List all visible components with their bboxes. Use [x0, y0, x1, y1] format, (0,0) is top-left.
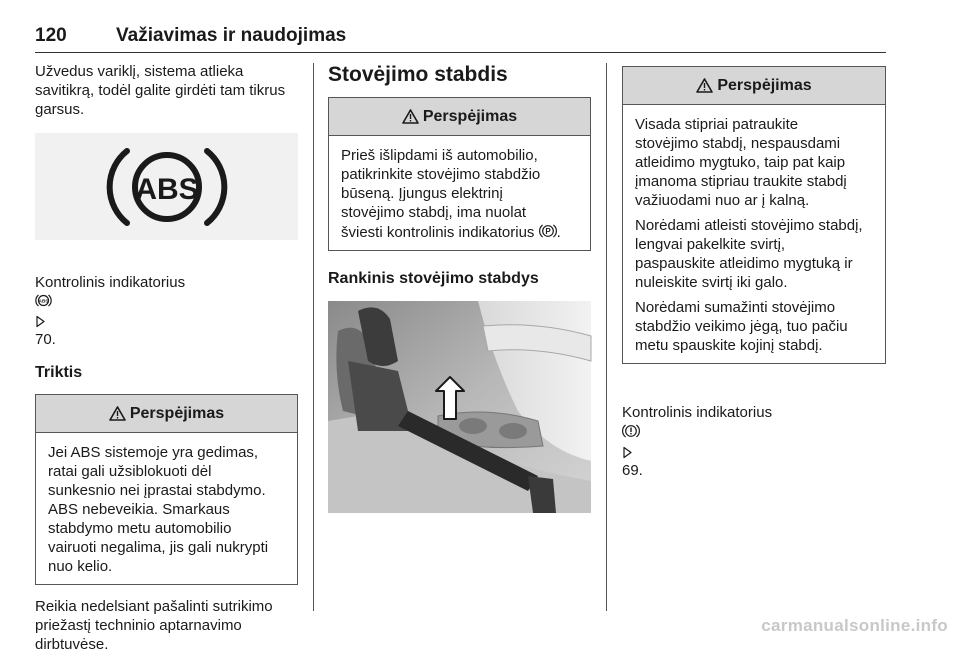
warning-body-end: . — [556, 224, 561, 241]
warning-box-handbrake-use — [622, 66, 886, 364]
warning-title: Perspėjimas — [717, 76, 812, 94]
column-left — [35, 62, 298, 654]
warning-box-parking — [328, 97, 591, 251]
indicator-label: Kontrolinis indikatorius — [622, 404, 773, 421]
warning-para-release: Norėdami atleisti stovėjimo stabdį, lengvai pakelkite svirtį, paspauskite atleidimo mygtuką ir nuleiskite svirtį iki galo. — [635, 217, 863, 291]
page-header — [35, 25, 886, 53]
column-divider — [606, 63, 607, 611]
brake-warning-icon — [622, 422, 640, 440]
svg-text:ABS: ABS — [38, 298, 49, 304]
warning-text — [341, 146, 580, 242]
warning-header — [36, 395, 297, 433]
section-heading-parking-brake: Stovėjimo stabdis — [328, 63, 508, 86]
warning-title: Perspėjimas — [129, 404, 225, 422]
repair-advice-text: Reikia nedelsiant pašalinti sutrikimo priežastį techninio aptarnavimo dirbtuvėse. — [35, 598, 273, 653]
warning-triangle-icon — [402, 109, 419, 124]
warning-triangle-icon — [696, 78, 713, 93]
column-right — [622, 66, 886, 480]
svg-text:P: P — [544, 227, 551, 236]
abs-indicator-icon — [35, 292, 52, 309]
section-heading-fault: Triktis — [35, 364, 83, 381]
warning-title: Perspėjimas — [422, 107, 518, 125]
chapter-title: Važiavimas ir naudojimas — [116, 25, 347, 46]
parking-brake-icon — [539, 222, 557, 240]
section-heading-manual-brake: Rankinis stovėjimo stabdys — [328, 270, 539, 287]
abs-self-test-text: Užvedus variklį, sistema atlieka savitikrą, todėl galite girdėti tam tikrus garsus. — [35, 63, 286, 118]
indicator-page-ref[interactable]: 70. — [35, 331, 56, 348]
column-divider — [313, 63, 314, 611]
indicator-label: Kontrolinis indikatorius — [35, 274, 186, 291]
page-reference-arrow-icon — [35, 315, 46, 328]
brake-indicator-reference — [622, 384, 886, 480]
abs-indicator-reference — [35, 254, 298, 349]
warning-text: Jei ABS sistemoje yra gedimas, ratai gali užsiblokuoti dėl sunkesnio nei įprastai stabdymo. ABS nebeveikia. Smarkaus stabdymo metu automobilio vairuoti negalima, jis gali nukrypti nuo kelio. — [48, 444, 269, 575]
warning-triangle-icon — [109, 406, 126, 421]
abs-indicator-figure — [35, 133, 298, 240]
warning-box-abs — [35, 394, 298, 585]
abs-logo-text: ABS — [134, 172, 199, 206]
warning-para-reduce: Norėdami sumažinti stovėjimo stabdžio veikimo jėgą, tuo pačiu metu spauskite kojinį stabdį. — [635, 299, 848, 354]
handbrake-photo — [328, 301, 591, 513]
watermark: carmanualsonline.info — [761, 616, 948, 635]
warning-para-apply: Visada stipriai patraukite stovėjimo stabdį, nespausdami atleidimo mygtuko, taip pat kaip įmanoma stipriau traukite stabdį važiuodami nuo ar į kalną. — [635, 116, 847, 209]
page-reference-arrow-icon — [622, 446, 633, 459]
page-number: 120 — [35, 25, 67, 46]
warning-header — [623, 67, 885, 105]
warning-header — [329, 98, 590, 136]
indicator-page-ref[interactable]: 69. — [622, 462, 643, 479]
column-middle — [328, 62, 591, 513]
warning-body: Prieš išlipdami iš automobilio, patikrinkite stovėjimo stabdžio būseną. Įjungus elektrinį stovėjimo stabdį, ima nuolat šviesti kontrolinis indikatorius — [341, 147, 541, 241]
abs-logo-icon — [97, 137, 237, 237]
